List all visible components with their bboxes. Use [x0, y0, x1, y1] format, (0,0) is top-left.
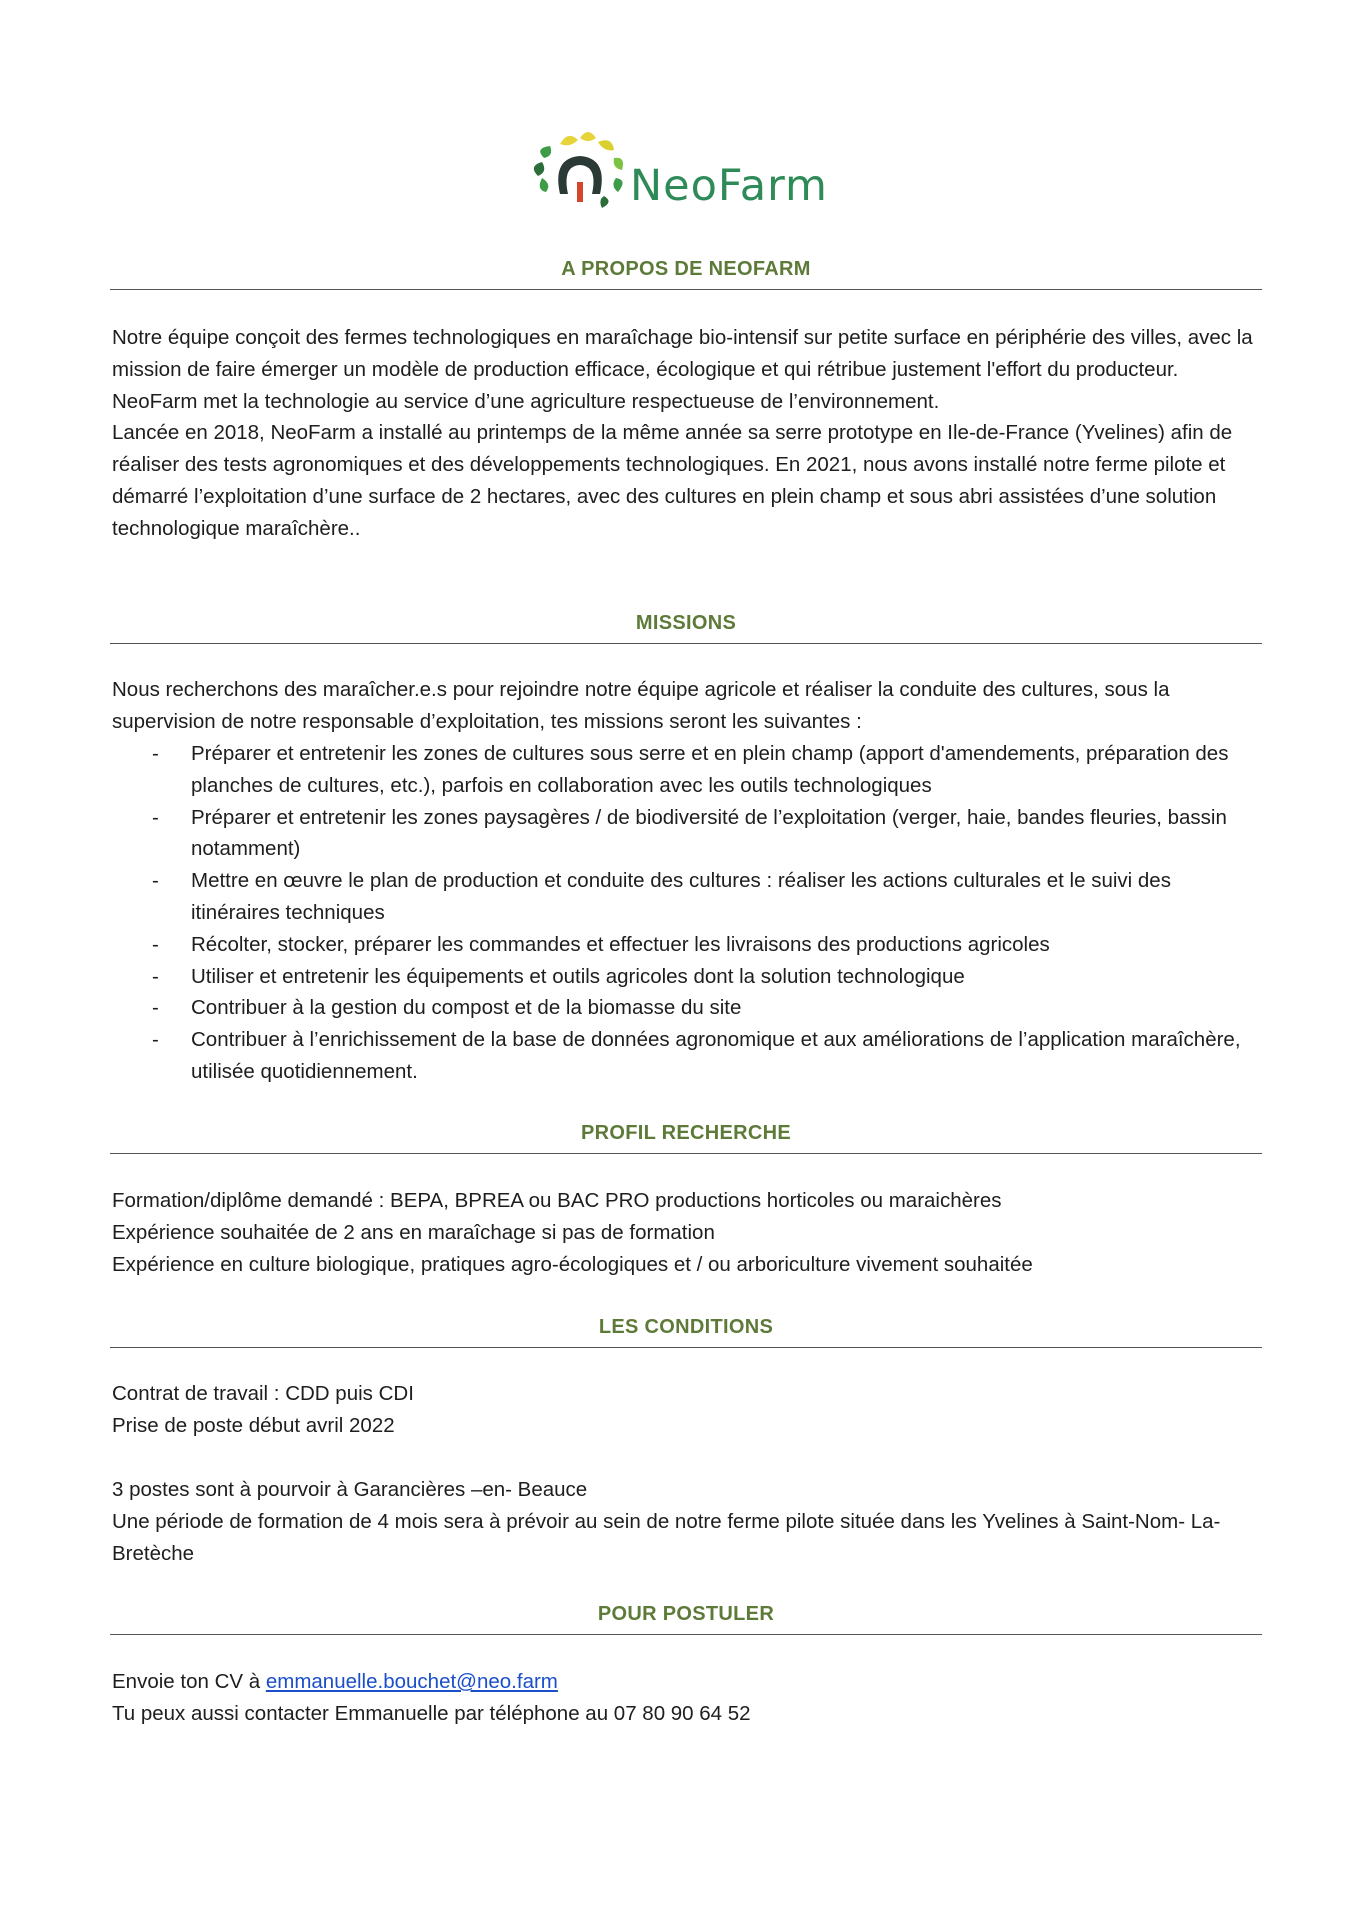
conditions-line: Une période de formation de 4 mois sera à prévoir au sein de notre ferme pilote située dans les Yvelines à Saint-Nom- La- Bretèche: [112, 1509, 1221, 1565]
apply-text: [112, 1666, 1262, 1730]
profile-line: Formation/diplôme demandé : BEPA, BPREA ou BAC PRO productions horticoles ou maraichères: [112, 1189, 1002, 1212]
apply-cv-line: [112, 1666, 1262, 1698]
profile-text: [112, 1185, 1262, 1280]
about-text: [112, 322, 1262, 545]
brand-name: NeoFarm: [630, 161, 828, 211]
missions-intro: Nous recherchons des maraîcher.e.s pour rejoindre notre équipe agricole et réaliser la conduite des cultures, sous la supervision de notre responsable d’exploitation, tes missions seront les suivantes :: [112, 678, 1170, 733]
about-paragraph: Lancée en 2018, NeoFarm a installé au printemps de la même année sa serre prototype en Ile-de-France (Yvelines) afin de réaliser des tests agronomiques et des développements technologiques. En 2021, nous avons installé notre ferme pilote et démarré l’exploitation d’une surface de 2 hectares, avec des cultures en plein champ et sous abri assistées d’une solution technologique maraîchère..: [112, 421, 1233, 540]
conditions-location: [112, 1474, 1262, 1569]
neofarm-logo-icon: [530, 128, 625, 218]
conditions-divider: [110, 1347, 1262, 1348]
missions-list: [112, 738, 1262, 1088]
mission-item: - Récolter, stocker, préparer les commandes et effectuer les livraisons des productions agricoles: [112, 929, 1262, 961]
conditions-line: Prise de poste début avril 2022: [112, 1413, 395, 1437]
conditions-line: Contrat de travail : CDD puis CDI: [112, 1382, 414, 1405]
apply-phone-line: Tu peux aussi contacter Emmanuelle par téléphone au 07 80 90 64 52: [112, 1701, 751, 1725]
mission-item: - Contribuer à l’enrichissement de la base de données agronomique et aux améliorations de l’application maraîchère, utilisée quotidiennement.: [112, 1024, 1262, 1088]
conditions-text: [112, 1378, 1262, 1442]
profile-heading: PROFIL RECHERCHE: [580, 1122, 791, 1144]
apply-divider: [110, 1634, 1262, 1635]
mission-item: - Mettre en œuvre le plan de production et conduite des cultures : réaliser les actions culturales et le suivi des itinéraires techniques: [112, 865, 1262, 929]
conditions-heading: LES CONDITIONS: [598, 1316, 774, 1338]
profile-line: Expérience en culture biologique, pratiques agro-écologiques et / ou arboriculture vivement souhaitée: [112, 1252, 1033, 1276]
profile-line: Expérience souhaitée de 2 ans en maraîchage si pas de formation: [112, 1220, 715, 1244]
about-heading: A PROPOS DE NEOFARM: [561, 258, 811, 280]
about-paragraph: Notre équipe conçoit des fermes technologiques en maraîchage bio-intensif sur petite surface en périphérie des villes, avec la mission de faire émerger un modèle de production efficace, écologique et qui rétribue justement l'effort du producteur.: [112, 326, 1253, 381]
missions-heading: MISSIONS: [635, 612, 737, 634]
apply-heading: POUR POSTULER: [597, 1603, 775, 1625]
apply-cv-prefix: Envoie ton CV à: [112, 1670, 266, 1693]
missions-divider: [110, 643, 1262, 644]
mission-item: - Utiliser et entretenir les équipements et outils agricoles dont la solution technologique: [112, 961, 1262, 993]
contact-email-link[interactable]: emmanuelle.bouchet@neo.farm: [265, 1670, 558, 1693]
about-divider: [110, 289, 1262, 290]
mission-item: - Préparer et entretenir les zones paysagères / de biodiversité de l’exploitation (verger, haie, bandes fleuries, bassin notamment): [112, 802, 1262, 866]
conditions-line: 3 postes sont à pourvoir à Garancières –en- Beauce: [112, 1478, 588, 1501]
neofarm-logo: [530, 128, 860, 218]
about-paragraph: NeoFarm met la technologie au service d’une agriculture respectueuse de l’environnement.: [112, 389, 940, 413]
mission-item: - Préparer et entretenir les zones de cultures sous serre et en plein champ (apport d'amendements, préparation des planches de cultures, etc.), parfois en collaboration avec les outils technologiques: [112, 738, 1262, 802]
profile-divider: [110, 1153, 1262, 1154]
mission-item: - Contribuer à la gestion du compost et de la biomasse du site: [112, 992, 1262, 1024]
